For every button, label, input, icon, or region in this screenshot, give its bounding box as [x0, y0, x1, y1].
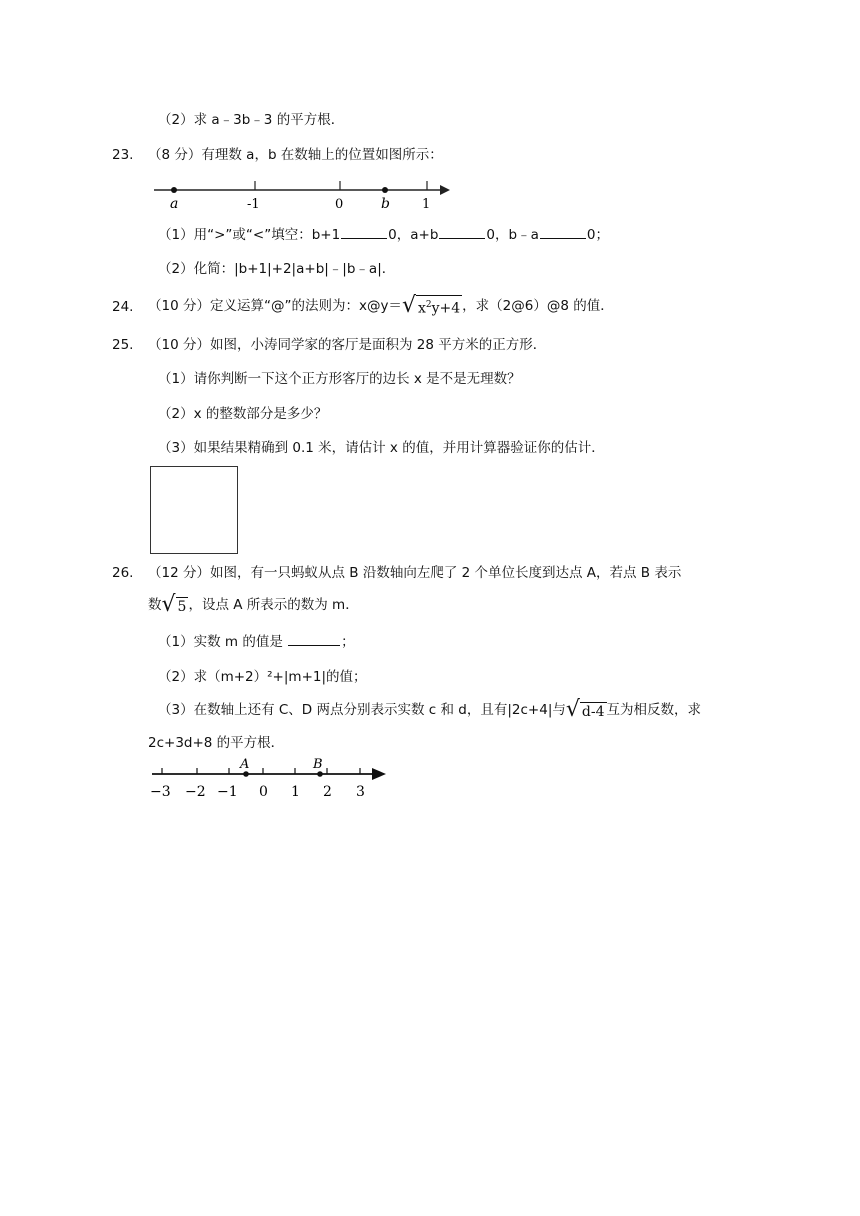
q26-part3-text-b: 互为相反数，求 [606, 702, 702, 718]
q26-part3 [158, 696, 701, 724]
q23-number: 23. [112, 147, 134, 163]
q26-part3-line2: 2c+3d+8 的平方根． [148, 735, 285, 751]
q22-part2: （2）求 a﹣3b﹣3 的平方根． [158, 112, 345, 128]
q26-label-b: B [313, 758, 323, 772]
q26-label-a: A [240, 758, 250, 772]
q26-point-b [317, 771, 323, 777]
q24-sqrt [402, 295, 462, 318]
q26-tick-label-1: 1 [291, 784, 300, 800]
q23-label-0: 0 [335, 197, 344, 212]
q25-part3: （3）如果结果精确到 0.1 米，请估计 x 的值，并用计算器验证你的估计． [158, 440, 605, 456]
q26-tick-label-neg3: −3 [150, 784, 171, 800]
q26-sqrt-d4-radical: √ [565, 697, 580, 722]
q23-label-neg1: -1 [247, 197, 260, 212]
q25-heading: （10 分）如图，小涛同学家的客厅是面积为 28 平方米的正方形． [148, 337, 547, 353]
q23-part1-text: （1）用“>”或“<”填空：b+1 [158, 227, 341, 243]
q26-sqrt-d4-radicand: d-4 [581, 704, 605, 720]
q23-label-a: a [170, 196, 179, 212]
q26-part1-end: ； [341, 634, 355, 650]
q26-point-a [243, 771, 249, 777]
q23-blank-1[interactable] [341, 226, 387, 239]
q26-line2-suffix: ，设点 A 所表示的数为 m． [188, 597, 359, 613]
q26-tick-label-2: 2 [323, 784, 332, 800]
q23-point-a [171, 187, 177, 193]
q23-number-line [148, 176, 458, 212]
q26-tick-label-neg1: −1 [217, 784, 238, 800]
q24-text-1: （10 分）定义运算“@”的法则为：x@y＝ [148, 298, 402, 314]
q23-part1 [158, 225, 609, 245]
q26-tick-label-neg2: −2 [185, 784, 206, 800]
q26-sqrt-d4 [566, 699, 607, 721]
q25-square-figure [150, 466, 238, 554]
q26-axis-arrow [372, 768, 386, 780]
q23-heading: （8 分）有理数 a，b 在数轴上的位置如图所示： [148, 147, 443, 163]
q24-text [148, 292, 614, 320]
q25-part1: （1）请你判断一下这个正方形客厅的边长 x 是不是无理数？ [158, 371, 521, 387]
q24-number: 24. [112, 299, 134, 315]
q23-label-1: 1 [422, 197, 431, 212]
q23-blank-3[interactable] [540, 226, 586, 239]
q26-part1 [158, 632, 355, 652]
q23-point-b [382, 187, 388, 193]
q26-part2: （2）求（m+2）²+|m+1|的值； [158, 669, 367, 685]
q26-heading: （12 分）如图，有一只蚂蚁从点 B 沿数轴向左爬了 2 个单位长度到达点 A，若点 B 表示 [148, 565, 682, 581]
q24-radical-sign: √ [401, 293, 416, 319]
q24-text-2: ，求（2@6）@8 的值． [462, 298, 614, 314]
q26-number: 26. [112, 565, 134, 581]
q23-part2: （2）化简：|b+1|+2|a+b|﹣|b﹣a|． [158, 261, 396, 277]
q26-sqrt5 [162, 594, 189, 616]
q24-radicand: $x^2y+4$ [416, 295, 462, 318]
q23-axis-arrow [440, 185, 450, 195]
q26-part1-text: （1）实数 m 的值是 [158, 634, 288, 650]
q26-number-line [146, 758, 392, 802]
q23-part1-mid1: 0，a+b [388, 227, 439, 243]
q26-line2 [148, 591, 359, 619]
q23-part1-end: 0； [586, 227, 609, 243]
q26-sqrt5-radical: √ [161, 592, 176, 617]
q26-part3-text-a: （3）在数轴上还有 C、D 两点分别表示实数 c 和 d，且有|2c+4|与 [158, 702, 566, 718]
q23-part1-mid2: 0，b﹣a [486, 227, 539, 243]
q26-tick-label-0: 0 [259, 784, 268, 800]
q26-sqrt5-radicand: 5 [177, 599, 187, 615]
q26-blank-m[interactable] [288, 633, 340, 646]
q23-label-b: b [381, 196, 390, 212]
q25-number: 25. [112, 337, 134, 353]
q23-blank-2[interactable] [439, 226, 485, 239]
q25-part2: （2）x 的整数部分是多少？ [158, 406, 328, 422]
q26-tick-label-3: 3 [356, 784, 365, 800]
q26-line2-prefix: 数 [148, 597, 162, 613]
